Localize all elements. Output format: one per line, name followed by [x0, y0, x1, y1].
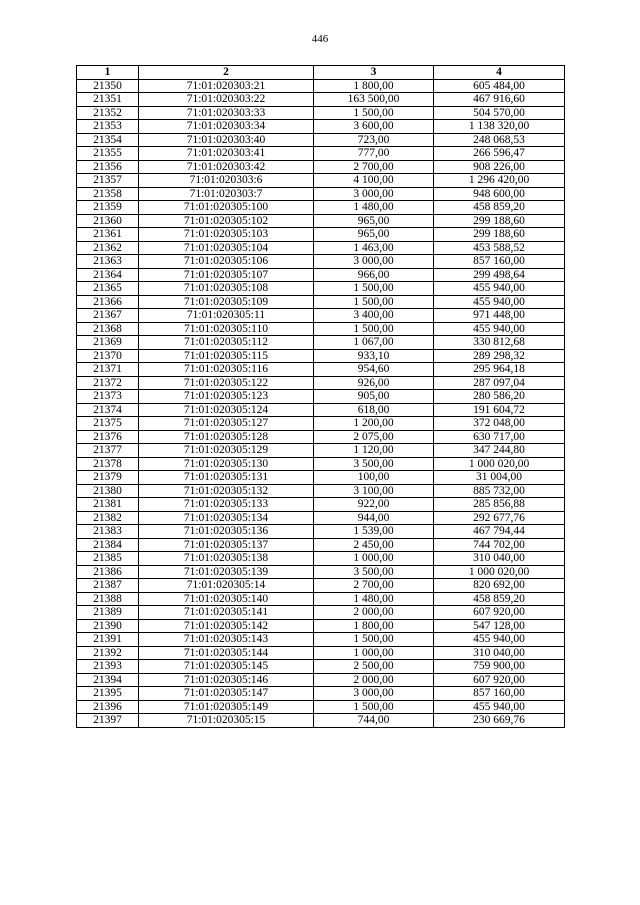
table-row	[77, 106, 565, 120]
row-number-cell: 21390	[77, 619, 139, 633]
cadastral-number-cell: 71:01:020305:132	[139, 484, 314, 498]
row-number-cell: 21370	[77, 349, 139, 363]
row-number-cell: 21388	[77, 592, 139, 606]
table-row	[77, 552, 565, 566]
table-row	[77, 79, 565, 93]
area-cell: 744,00	[314, 714, 434, 728]
table-row	[77, 633, 565, 647]
area-cell: 3 000,00	[314, 187, 434, 201]
column-header-3: 3	[314, 66, 434, 80]
row-number-cell: 21367	[77, 309, 139, 323]
cadastral-value-cell: 458 859,20	[434, 592, 565, 606]
cadastral-number-cell: 71:01:020305:123	[139, 390, 314, 404]
column-header-1: 1	[77, 66, 139, 80]
row-number-cell: 21362	[77, 241, 139, 255]
row-number-cell: 21377	[77, 444, 139, 458]
cadastral-value-cell: 458 859,20	[434, 201, 565, 215]
cadastral-number-cell: 71:01:020305:116	[139, 363, 314, 377]
area-cell: 723,00	[314, 133, 434, 147]
table-row	[77, 133, 565, 147]
area-cell: 944,00	[314, 511, 434, 525]
table-row	[77, 511, 565, 525]
row-number-cell: 21353	[77, 120, 139, 134]
table-row	[77, 403, 565, 417]
area-cell: 1 500,00	[314, 700, 434, 714]
cadastral-value-cell: 1 138 320,00	[434, 120, 565, 134]
area-cell: 3 100,00	[314, 484, 434, 498]
area-cell: 777,00	[314, 147, 434, 161]
cadastral-number-cell: 71:01:020305:138	[139, 552, 314, 566]
cadastral-number-cell: 71:01:020305:109	[139, 295, 314, 309]
row-number-cell: 21355	[77, 147, 139, 161]
row-number-cell: 21381	[77, 498, 139, 512]
cadastral-number-cell: 71:01:020305:122	[139, 376, 314, 390]
row-number-cell: 21372	[77, 376, 139, 390]
table-row	[77, 349, 565, 363]
cadastral-value-cell: 248 068,53	[434, 133, 565, 147]
row-number-cell: 21363	[77, 255, 139, 269]
cadastral-number-cell: 71:01:020303:41	[139, 147, 314, 161]
area-cell: 1 200,00	[314, 417, 434, 431]
cadastral-value-cell: 295 964,18	[434, 363, 565, 377]
area-cell: 1 480,00	[314, 201, 434, 215]
cadastral-number-cell: 71:01:020305:134	[139, 511, 314, 525]
cadastral-number-cell: 71:01:020305:112	[139, 336, 314, 350]
table-body	[77, 79, 565, 727]
area-cell: 3 500,00	[314, 457, 434, 471]
row-number-cell: 21376	[77, 430, 139, 444]
cadastral-value-cell: 857 160,00	[434, 255, 565, 269]
cadastral-number-cell: 71:01:020305:103	[139, 228, 314, 242]
table-row	[77, 714, 565, 728]
table-row	[77, 93, 565, 107]
cadastral-number-cell: 71:01:020305:110	[139, 322, 314, 336]
cadastral-value-cell: 908 226,00	[434, 160, 565, 174]
area-cell: 3 000,00	[314, 255, 434, 269]
cadastral-number-cell: 71:01:020305:136	[139, 525, 314, 539]
cadastral-number-cell: 71:01:020305:139	[139, 565, 314, 579]
cadastral-number-cell: 71:01:020303:40	[139, 133, 314, 147]
cadastral-number-cell: 71:01:020305:145	[139, 660, 314, 674]
area-cell: 3 400,00	[314, 309, 434, 323]
table-row	[77, 322, 565, 336]
table-row	[77, 282, 565, 296]
table-row	[77, 336, 565, 350]
row-number-cell: 21379	[77, 471, 139, 485]
cadastral-value-cell: 455 940,00	[434, 282, 565, 296]
cadastral-number-cell: 71:01:020305:149	[139, 700, 314, 714]
cadastral-number-cell: 71:01:020303:22	[139, 93, 314, 107]
row-number-cell: 21359	[77, 201, 139, 215]
area-cell: 618,00	[314, 403, 434, 417]
area-cell: 965,00	[314, 228, 434, 242]
table-row	[77, 606, 565, 620]
row-number-cell: 21354	[77, 133, 139, 147]
row-number-cell: 21389	[77, 606, 139, 620]
cadastral-number-cell: 71:01:020305:129	[139, 444, 314, 458]
table-row	[77, 417, 565, 431]
cadastral-number-cell: 71:01:020305:115	[139, 349, 314, 363]
cadastral-number-cell: 71:01:020305:100	[139, 201, 314, 215]
cadastral-value-cell: 1 000 020,00	[434, 565, 565, 579]
row-number-cell: 21361	[77, 228, 139, 242]
cadastral-number-cell: 71:01:020305:106	[139, 255, 314, 269]
area-cell: 1 500,00	[314, 633, 434, 647]
row-number-cell: 21378	[77, 457, 139, 471]
row-number-cell: 21394	[77, 673, 139, 687]
area-cell: 2 500,00	[314, 660, 434, 674]
table-row	[77, 430, 565, 444]
table-row	[77, 241, 565, 255]
cadastral-number-cell: 71:01:020305:108	[139, 282, 314, 296]
cadastral-number-cell: 71:01:020305:131	[139, 471, 314, 485]
area-cell: 1 463,00	[314, 241, 434, 255]
cadastral-value-cell: 289 298,32	[434, 349, 565, 363]
row-number-cell: 21393	[77, 660, 139, 674]
row-number-cell: 21356	[77, 160, 139, 174]
table-row	[77, 619, 565, 633]
row-number-cell: 21350	[77, 79, 139, 93]
cadastral-value-cell: 330 812,68	[434, 336, 565, 350]
cadastral-value-cell: 455 940,00	[434, 322, 565, 336]
area-cell: 2 075,00	[314, 430, 434, 444]
cadastral-value-cell: 504 570,00	[434, 106, 565, 120]
table-row	[77, 160, 565, 174]
cadastral-number-cell: 71:01:020305:124	[139, 403, 314, 417]
cadastral-value-cell: 467 916,60	[434, 93, 565, 107]
area-cell: 1 000,00	[314, 646, 434, 660]
cadastral-value-cell: 453 588,52	[434, 241, 565, 255]
cadastral-number-cell: 71:01:020303:34	[139, 120, 314, 134]
cadastral-number-cell: 71:01:020305:102	[139, 214, 314, 228]
row-number-cell: 21358	[77, 187, 139, 201]
area-cell: 1 800,00	[314, 619, 434, 633]
row-number-cell: 21351	[77, 93, 139, 107]
area-cell: 2 000,00	[314, 673, 434, 687]
cadastral-value-cell: 607 920,00	[434, 606, 565, 620]
row-number-cell: 21384	[77, 538, 139, 552]
row-number-cell: 21383	[77, 525, 139, 539]
area-cell: 1 500,00	[314, 106, 434, 120]
table-row	[77, 390, 565, 404]
cadastral-value-cell: 299 498,64	[434, 268, 565, 282]
table-row	[77, 187, 565, 201]
area-cell: 3 600,00	[314, 120, 434, 134]
table-row	[77, 484, 565, 498]
area-cell: 100,00	[314, 471, 434, 485]
cadastral-value-cell: 266 596,47	[434, 147, 565, 161]
row-number-cell: 21374	[77, 403, 139, 417]
table-row	[77, 363, 565, 377]
cadastral-value-cell: 607 920,00	[434, 673, 565, 687]
area-cell: 1 500,00	[314, 322, 434, 336]
area-cell: 2 450,00	[314, 538, 434, 552]
cadastral-value-cell: 292 677,76	[434, 511, 565, 525]
row-number-cell: 21385	[77, 552, 139, 566]
area-cell: 2 700,00	[314, 160, 434, 174]
row-number-cell: 21387	[77, 579, 139, 593]
table-row	[77, 268, 565, 282]
cadastral-value-table	[76, 65, 565, 728]
table-row	[77, 444, 565, 458]
table-row	[77, 295, 565, 309]
cadastral-number-cell: 71:01:020303:42	[139, 160, 314, 174]
cadastral-number-cell: 71:01:020303:6	[139, 174, 314, 188]
cadastral-value-cell: 547 128,00	[434, 619, 565, 633]
row-number-cell: 21391	[77, 633, 139, 647]
cadastral-number-cell: 71:01:020303:33	[139, 106, 314, 120]
cadastral-value-cell: 455 940,00	[434, 700, 565, 714]
row-number-cell: 21386	[77, 565, 139, 579]
cadastral-value-cell: 857 160,00	[434, 687, 565, 701]
cadastral-number-cell: 71:01:020305:143	[139, 633, 314, 647]
cadastral-number-cell: 71:01:020305:146	[139, 673, 314, 687]
page-number: 446	[311, 33, 329, 45]
table-row	[77, 579, 565, 593]
cadastral-number-cell: 71:01:020303:21	[139, 79, 314, 93]
row-number-cell: 21365	[77, 282, 139, 296]
area-cell: 2 000,00	[314, 606, 434, 620]
cadastral-number-cell: 71:01:020305:15	[139, 714, 314, 728]
table-row	[77, 255, 565, 269]
area-cell: 3 500,00	[314, 565, 434, 579]
cadastral-value-cell: 1 296 420,00	[434, 174, 565, 188]
cadastral-number-cell: 71:01:020305:147	[139, 687, 314, 701]
area-cell: 1 800,00	[314, 79, 434, 93]
table-row	[77, 660, 565, 674]
area-cell: 933,10	[314, 349, 434, 363]
column-header-2: 2	[139, 66, 314, 80]
area-cell: 1 480,00	[314, 592, 434, 606]
table-row	[77, 376, 565, 390]
row-number-cell: 21375	[77, 417, 139, 431]
cadastral-value-cell: 310 040,00	[434, 646, 565, 660]
table-row	[77, 700, 565, 714]
table-row	[77, 471, 565, 485]
table-row	[77, 498, 565, 512]
area-cell: 4 100,00	[314, 174, 434, 188]
cadastral-value-cell: 948 600,00	[434, 187, 565, 201]
cadastral-number-cell: 71:01:020305:140	[139, 592, 314, 606]
cadastral-number-cell: 71:01:020305:14	[139, 579, 314, 593]
area-cell: 163 500,00	[314, 93, 434, 107]
row-number-cell: 21371	[77, 363, 139, 377]
area-cell: 966,00	[314, 268, 434, 282]
area-cell: 1 000,00	[314, 552, 434, 566]
area-cell: 954,60	[314, 363, 434, 377]
table-row	[77, 457, 565, 471]
cadastral-value-cell: 744 702,00	[434, 538, 565, 552]
cadastral-value-cell: 467 794,44	[434, 525, 565, 539]
table-row	[77, 525, 565, 539]
cadastral-number-cell: 71:01:020305:11	[139, 309, 314, 323]
cadastral-value-cell: 299 188,60	[434, 228, 565, 242]
cadastral-number-cell: 71:01:020305:133	[139, 498, 314, 512]
cadastral-value-cell: 605 484,00	[434, 79, 565, 93]
cadastral-value-cell: 310 040,00	[434, 552, 565, 566]
table-header-row	[77, 66, 565, 80]
table-row	[77, 309, 565, 323]
row-number-cell: 21369	[77, 336, 139, 350]
table-row	[77, 120, 565, 134]
area-cell: 926,00	[314, 376, 434, 390]
cadastral-value-cell: 455 940,00	[434, 633, 565, 647]
cadastral-number-cell: 71:01:020305:128	[139, 430, 314, 444]
cadastral-number-cell: 71:01:020305:130	[139, 457, 314, 471]
cadastral-value-cell: 31 004,00	[434, 471, 565, 485]
area-cell: 965,00	[314, 214, 434, 228]
cadastral-value-cell: 1 000 020,00	[434, 457, 565, 471]
cadastral-number-cell: 71:01:020303:7	[139, 187, 314, 201]
cadastral-value-cell: 280 586,20	[434, 390, 565, 404]
table-row	[77, 538, 565, 552]
cadastral-number-cell: 71:01:020305:137	[139, 538, 314, 552]
cadastral-value-cell: 347 244,80	[434, 444, 565, 458]
area-cell: 1 500,00	[314, 282, 434, 296]
row-number-cell: 21392	[77, 646, 139, 660]
column-header-4: 4	[434, 66, 565, 80]
cadastral-value-cell: 759 900,00	[434, 660, 565, 674]
row-number-cell: 21382	[77, 511, 139, 525]
cadastral-number-cell: 71:01:020305:104	[139, 241, 314, 255]
area-cell: 1 067,00	[314, 336, 434, 350]
area-cell: 1 539,00	[314, 525, 434, 539]
row-number-cell: 21380	[77, 484, 139, 498]
cadastral-number-cell: 71:01:020305:127	[139, 417, 314, 431]
cadastral-value-cell: 630 717,00	[434, 430, 565, 444]
row-number-cell: 21352	[77, 106, 139, 120]
cadastral-value-cell: 299 188,60	[434, 214, 565, 228]
area-cell: 1 120,00	[314, 444, 434, 458]
area-cell: 922,00	[314, 498, 434, 512]
cadastral-number-cell: 71:01:020305:141	[139, 606, 314, 620]
cadastral-value-cell: 971 448,00	[434, 309, 565, 323]
row-number-cell: 21366	[77, 295, 139, 309]
area-cell: 1 500,00	[314, 295, 434, 309]
cadastral-value-cell: 230 669,76	[434, 714, 565, 728]
table-row	[77, 214, 565, 228]
cadastral-value-cell: 191 604,72	[434, 403, 565, 417]
table-row	[77, 646, 565, 660]
area-cell: 2 700,00	[314, 579, 434, 593]
area-cell: 3 000,00	[314, 687, 434, 701]
cadastral-value-cell: 285 856,88	[434, 498, 565, 512]
cadastral-number-cell: 71:01:020305:142	[139, 619, 314, 633]
row-number-cell: 21373	[77, 390, 139, 404]
table-row	[77, 201, 565, 215]
row-number-cell: 21357	[77, 174, 139, 188]
table-row	[77, 687, 565, 701]
row-number-cell: 21360	[77, 214, 139, 228]
cadastral-value-cell: 287 097,04	[434, 376, 565, 390]
table-row	[77, 565, 565, 579]
cadastral-value-cell: 372 048,00	[434, 417, 565, 431]
cadastral-value-cell: 885 732,00	[434, 484, 565, 498]
row-number-cell: 21397	[77, 714, 139, 728]
row-number-cell: 21396	[77, 700, 139, 714]
table-row	[77, 592, 565, 606]
row-number-cell: 21364	[77, 268, 139, 282]
table-row	[77, 228, 565, 242]
area-cell: 905,00	[314, 390, 434, 404]
cadastral-number-cell: 71:01:020305:144	[139, 646, 314, 660]
row-number-cell: 21395	[77, 687, 139, 701]
row-number-cell: 21368	[77, 322, 139, 336]
table-row	[77, 147, 565, 161]
cadastral-value-cell: 455 940,00	[434, 295, 565, 309]
table-row	[77, 174, 565, 188]
cadastral-value-cell: 820 692,00	[434, 579, 565, 593]
table-row	[77, 673, 565, 687]
cadastral-number-cell: 71:01:020305:107	[139, 268, 314, 282]
